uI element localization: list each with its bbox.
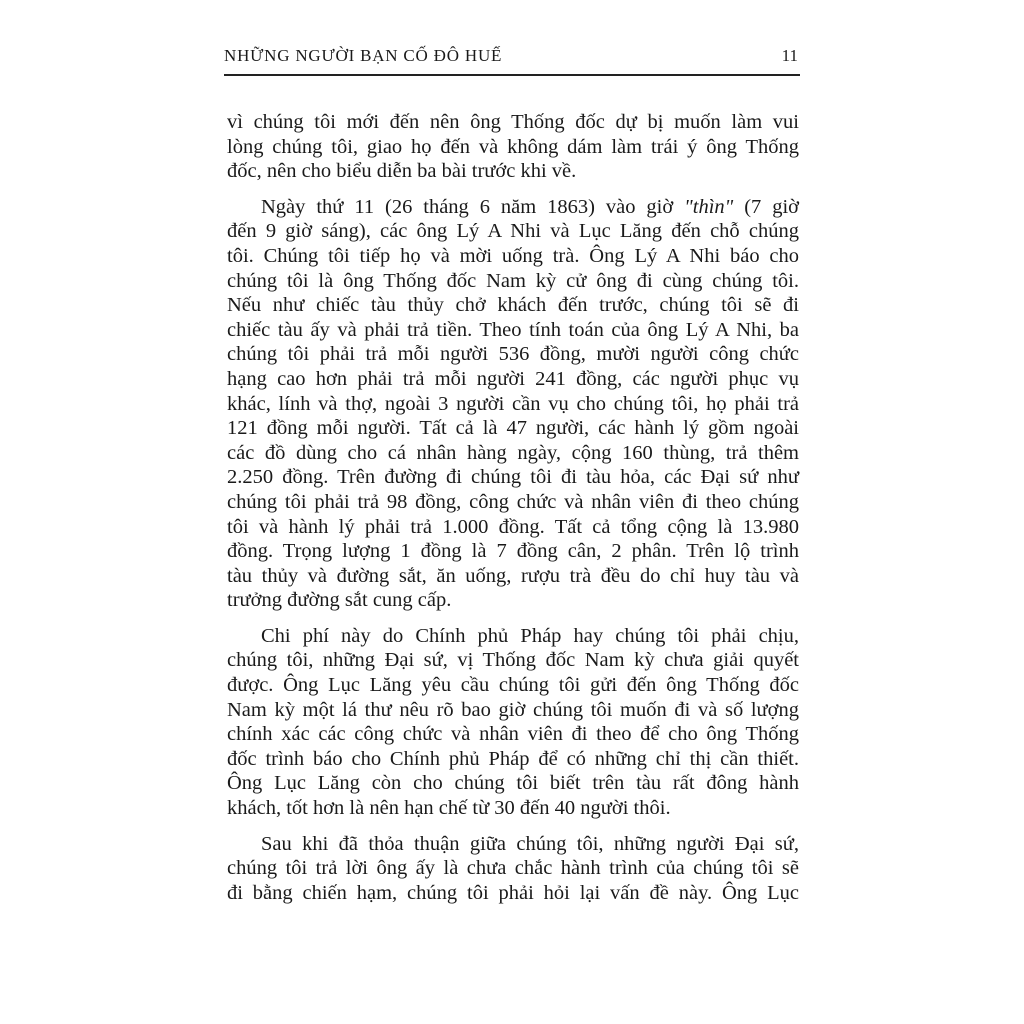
text-line: Chi phí này do Chính phủ Pháp hay chúng tôi phải chịu, (261, 624, 799, 647)
text-line: đến 9 giờ sáng), các ông Lý A Nhi và Lục Lăng đến chỗ chúng (227, 220, 799, 243)
text-line: chúng tôi là ông Thống đốc Nam kỳ cử ông đi cùng chúng tôi. (227, 269, 799, 292)
text-line: 2.250 đồng. Trên đường đi chúng tôi đi tàu hỏa, các Đại sứ như (227, 466, 799, 489)
text-line: Sau khi đã thỏa thuận giữa chúng tôi, những người Đại sứ, (261, 832, 799, 855)
text-line: Ông Lục Lăng còn cho chúng tôi biết trên tàu rất đông hành (227, 772, 799, 795)
text-line: tàu thủy và đường sắt, ăn uống, rượu trà đều do chỉ huy tàu và (227, 564, 799, 587)
paragraph-3 (227, 624, 799, 821)
text-line: đi bằng chiến hạm, chúng tôi phải hỏi lại vấn đề này. Ông Lục (227, 881, 799, 904)
page-body (227, 110, 799, 915)
text-line: đồng. Trọng lượng 1 đồng là 7 đồng cân, 2 phân. Trên lộ trình (227, 540, 799, 563)
text-line: 121 đồng mỗi người. Tất cả là 47 người, các hành lý gồm ngoài (227, 417, 799, 440)
text-line: chúng tôi, những Đại sứ, vị Thống đốc Nam kỳ chưa giải quyết (227, 649, 799, 672)
paragraph-2 (227, 195, 799, 613)
text-line: chúng tôi phải trả 98 đồng, công chức và nhân viên đi theo chúng (227, 490, 799, 513)
text-line: chúng tôi phải trả mỗi người 536 đồng, mười người công chức (227, 343, 799, 366)
text-line: trưởng đường sắt cung cấp. (227, 589, 452, 612)
text-line: khách, tốt hơn là nên hạn chế từ 30 đến 40 người thôi. (227, 797, 671, 820)
text-line: tôi và hành lý phải trả 1.000 đồng. Tất cả tổng cộng là 13.980 (227, 515, 799, 538)
text-line: vì chúng tôi mới đến nên ông Thống đốc dự bị muốn làm vui (227, 111, 799, 133)
text-line: chính xác các công chức và nhân viên đi theo để cho ông Thống (227, 723, 799, 746)
page-header (224, 42, 800, 76)
text-line: tôi. Chúng tôi tiếp họ và mời uống trà. Ông Lý A Nhi báo cho (227, 244, 799, 267)
text-line: Nếu như chiếc tàu thủy chở khách đến trước, chúng tôi sẽ đi (227, 294, 799, 317)
text-line: chúng tôi trả lời ông ấy là chưa chắc hành trình của chúng tôi sẽ (227, 857, 799, 880)
text-line: Ngày thứ 11 (26 tháng 6 năm 1863) vào giờ "thìn" (7 giờ (261, 195, 799, 218)
text-line: chiếc tàu ấy và phải trả tiền. Theo tính toán của ông Lý A Nhi, ba (227, 318, 799, 341)
paragraph-4 (227, 832, 799, 906)
running-title: NHỮNG NGƯỜI BẠN CỐ ĐÔ HUẾ (224, 46, 503, 65)
text-line: khác, lính và thợ, ngoài 3 người cần vụ cho chúng tôi, họ phải trả (227, 392, 799, 415)
text-line: được. Ông Lục Lăng yêu cầu chúng tôi gửi đến ông Thống đốc (227, 674, 799, 697)
text-line: hạng cao hơn phải trả mỗi người 241 đồng, các người phục vụ (227, 367, 799, 390)
text-line: đốc trình báo cho Chính phủ Pháp để có những chỉ thị cần thiết. (227, 747, 799, 770)
page-number: 11 (781, 46, 798, 65)
text-line: lòng chúng tôi, giao họ đến và không dám làm trái ý ông Thống (227, 135, 799, 158)
paragraph-1 (227, 110, 799, 184)
text-line: đốc, nên cho biểu diễn ba bài trước khi về. (227, 160, 577, 183)
text-line: Nam kỳ một lá thư nêu rõ bao giờ chúng tôi muốn đi và số lượng (227, 698, 799, 721)
text-line: các đồ dùng cho cá nhân hàng ngày, cộng 160 thùng, trả thêm (227, 441, 799, 464)
